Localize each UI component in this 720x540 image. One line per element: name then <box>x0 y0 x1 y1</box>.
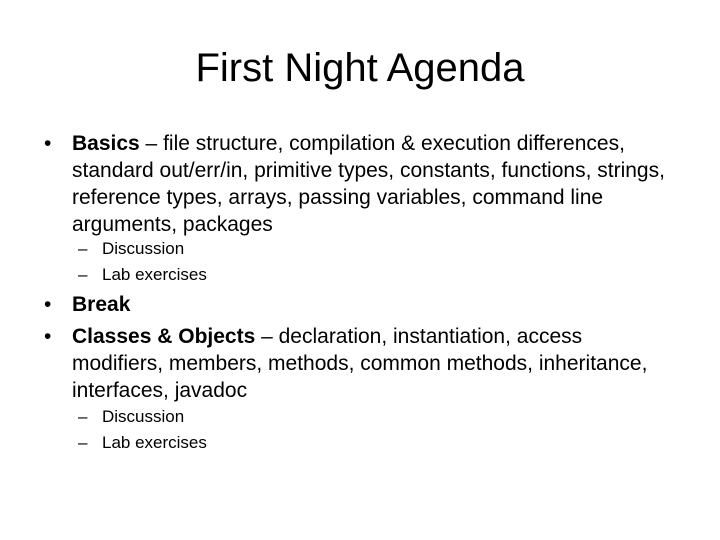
bullet-icon: • <box>44 293 52 316</box>
sub-item-lab-exercises <box>78 262 578 287</box>
dash-icon: – <box>78 407 88 426</box>
agenda-item-description: – file structure, compilation & execution differences, standard out/err/in, primitive types, constants, functions, strings, reference types, arrays, passing variables, command line arguments, packages <box>72 132 665 236</box>
sub-item-label: Discussion <box>102 407 185 426</box>
agenda-item-term: Classes & Objects <box>72 325 256 348</box>
sub-item-lab-exercises <box>78 430 578 455</box>
agenda-item-text <box>72 291 674 318</box>
agenda-item-term: Basics <box>72 132 140 155</box>
sub-item-discussion <box>78 236 578 261</box>
dash-icon: – <box>78 433 88 452</box>
sub-item-discussion <box>78 404 578 429</box>
agenda-item-break <box>44 291 674 318</box>
sub-item-label: Lab exercises <box>102 433 207 452</box>
slide-title: First Night Agenda <box>195 46 525 90</box>
agenda-item-text <box>72 323 674 404</box>
sub-item-label: Discussion <box>102 239 185 258</box>
bullet-icon: • <box>44 132 52 155</box>
agenda-item-term: Break <box>72 293 131 316</box>
dash-icon: – <box>78 265 88 284</box>
agenda-item-text <box>72 130 674 238</box>
sub-item-label: Lab exercises <box>102 265 207 284</box>
bullet-icon: • <box>44 325 52 348</box>
agenda-item-basics <box>44 130 674 238</box>
agenda-item-description: – declaration, instantiation, access modifiers, members, methods, common methods, inheritance, interfaces, javadoc <box>72 325 648 402</box>
dash-icon: – <box>78 239 88 258</box>
agenda-item-classes-objects <box>44 323 674 404</box>
